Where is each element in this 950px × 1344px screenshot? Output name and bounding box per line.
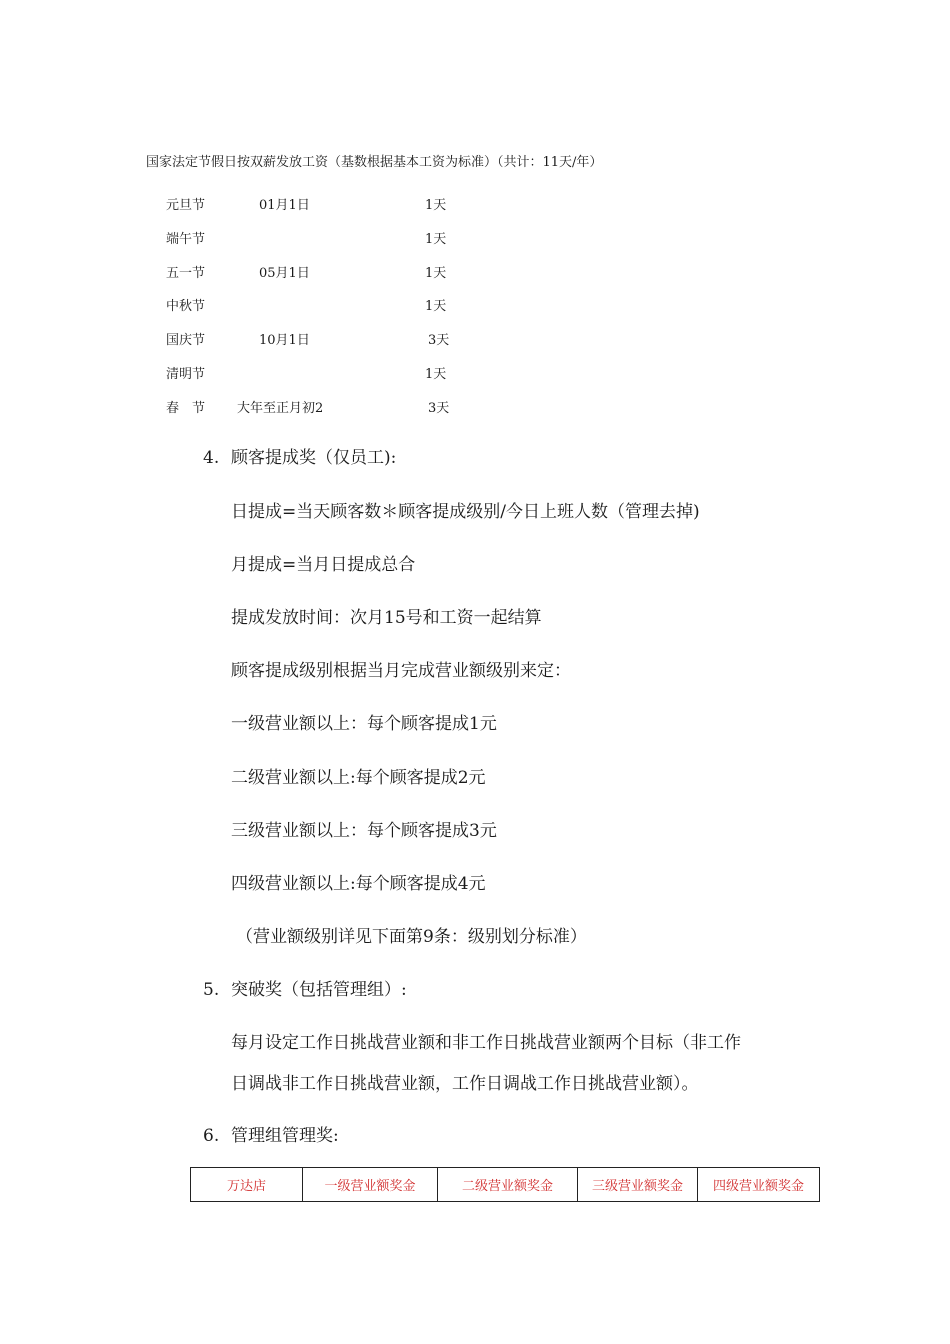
holiday-days: 3天 [428, 333, 450, 348]
holiday-name: 端午节 [166, 232, 206, 247]
holiday-name: 中秋节 [166, 299, 206, 314]
table-header-cell: 万达店 [191, 1168, 303, 1202]
holiday-name: 五一节 [166, 266, 206, 281]
section-number: 4. [203, 448, 220, 468]
body-line: 二级营业额以上:每个顾客提成2元 [231, 768, 486, 788]
holiday-name: 国庆节 [166, 333, 206, 348]
body-line: 四级营业额以上:每个顾客提成4元 [231, 874, 486, 894]
section-heading [203, 443, 396, 468]
body-line: 日调战非工作日挑战营业额，工作日调战工作日挑战营业额）。 [231, 1074, 699, 1094]
body-line: 月提成=当月日提成总合 [231, 555, 416, 575]
section-title: 突破奖（包括管理组）: [231, 980, 407, 1000]
table-header-cell: 四级营业额奖金 [698, 1168, 820, 1202]
holiday-days: 1天 [425, 266, 447, 281]
holiday-date: 01月1日 [259, 198, 310, 213]
table-header-cell: 一级营业额奖金 [303, 1168, 438, 1202]
holiday-days: 1天 [425, 198, 447, 213]
holiday-name: 元旦节 [166, 198, 206, 213]
holiday-days: 1天 [425, 232, 447, 247]
holiday-days: 1天 [425, 367, 447, 382]
body-line: 三级营业额以上：每个顾客提成3元 [231, 821, 497, 841]
holiday-date: 05月1日 [259, 266, 310, 281]
section-heading [203, 1121, 339, 1146]
body-line: 日提成=当天顾客数＊顾客提成级别/今日上班人数（管理去掉) [231, 502, 700, 522]
body-line: 一级营业额以上：每个顾客提成1元 [231, 714, 497, 734]
section-heading [203, 975, 407, 1000]
body-line: 提成发放时间：次月15号和工资一起结算 [231, 608, 542, 628]
holiday-days: 1天 [425, 299, 447, 314]
body-line: （营业额级别详见下面第9条：级别划分标准） [236, 927, 587, 947]
section-number: 5. [203, 980, 220, 1000]
body-line: 每月设定工作日挑战营业额和非工作日挑战营业额两个目标（非工作 [231, 1033, 741, 1053]
holiday-date: 大年至正月初2 [237, 401, 324, 416]
body-line: 顾客提成级别根据当月完成营业额级别来定： [231, 661, 571, 681]
table-header-cell: 二级营业额奖金 [438, 1168, 578, 1202]
holiday-name: 清明节 [166, 367, 206, 382]
holiday-date: 10月1日 [259, 333, 310, 348]
holiday-name: 春 节 [166, 401, 206, 416]
holiday-days: 3天 [428, 401, 450, 416]
holiday-intro: 国家法定节假日按双薪发放工资（基数根据基本工资为标准）（共计：11天/年） [146, 155, 603, 170]
bonus-table [190, 1167, 820, 1202]
section-title: 管理组管理奖: [231, 1126, 339, 1146]
table-header-cell: 三级营业额奖金 [578, 1168, 698, 1202]
table-header-row [191, 1168, 820, 1202]
section-title: 顾客提成奖（仅员工): [231, 448, 397, 468]
section-number: 6. [203, 1126, 220, 1146]
